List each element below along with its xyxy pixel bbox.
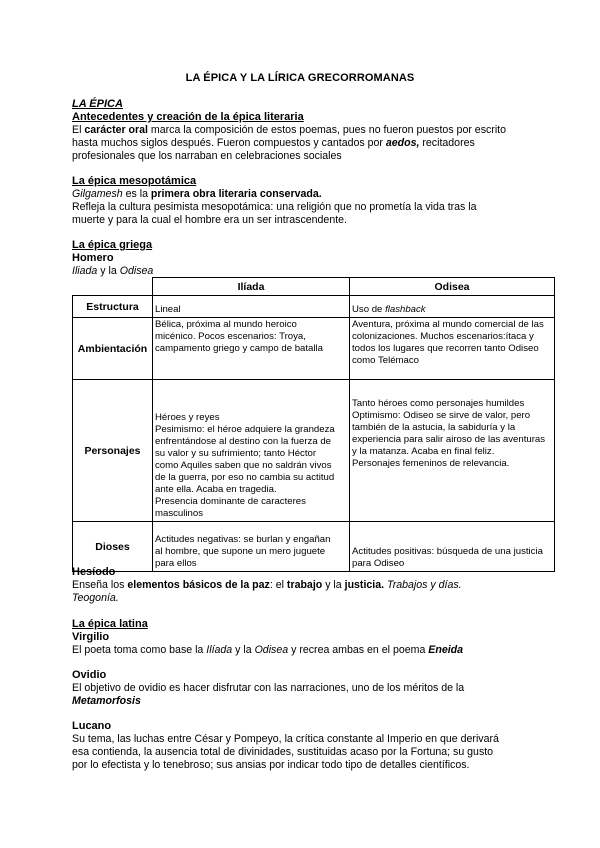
table-row-estructura xyxy=(73,296,555,318)
griega-section xyxy=(72,239,542,278)
epica-heading: LA ÉPICA xyxy=(72,98,123,110)
hesiodo-paragraph: Enseña los elementos básicos de la paz: el trabajo y la justicia. Trabajos y días. Teogonía. xyxy=(72,579,462,604)
lucano-section xyxy=(72,720,542,772)
mesopotamica-paragraph: Gilgamesh es la primera obra literaria conservada. Refleja la cultura pesimista mesopotámica: una religión que no prometía la vida tras la muerte y para la cual el hombre era un ser intrascendente. xyxy=(72,188,477,226)
cell-estructura-iliada: Lineal xyxy=(153,296,350,318)
row-label-personajes: Personajes xyxy=(73,380,153,522)
cell-ambientacion-iliada: Bélica, próxima al mundo heroico micénico. Pocos escenarios: Troya, campamento griego y campo de batalla xyxy=(153,318,350,380)
col-header-odisea: Odisea xyxy=(350,278,555,296)
cell-dioses-iliada: Actitudes negativas: se burlan y engañan al hombre, que supone un mero juguete para ellos xyxy=(153,522,350,572)
virgilio-heading: Virgilio xyxy=(72,631,110,643)
hesiodo-section xyxy=(72,566,542,605)
cell-ambientacion-odisea: Aventura, próxima al mundo comercial de las colonizaciones. Muchos escenarios:ítaca y todos los lugares que recorren tanto Odiseo como Telémaco xyxy=(350,318,555,380)
row-label-ambientacion: Ambientación xyxy=(73,318,153,380)
lucano-heading: Lucano xyxy=(72,720,112,732)
table-header-row xyxy=(73,278,555,296)
latina-section xyxy=(72,618,542,657)
cell-estructura-odisea: Uso de flashback xyxy=(350,296,555,318)
ovidio-section xyxy=(72,669,542,708)
lucano-paragraph: Su tema, las luchas entre César y Pompeyo, la crítica constante al Imperio en que derivará esa contienda, la ausencia total de divinidades, sustituidas acaso por la Fortuna; su gusto por lo efectista y lo tenebroso; sus ansias por indicar todo tipo de detalles científicos. xyxy=(72,733,499,771)
col-header-iliada: Ilíada xyxy=(153,278,350,296)
row-label-dioses: Dioses xyxy=(73,522,153,572)
table-row-ambientacion xyxy=(73,318,555,380)
latina-heading: La épica latina xyxy=(72,618,148,630)
ovidio-heading: Ovidio xyxy=(72,669,107,681)
empty-corner-cell xyxy=(73,278,153,296)
cell-personajes-odisea: Tanto héroes como personajes humildes Optimismo: Odiseo se sirve de valor, pero también de la astucia, la sabiduría y la experiencia para salir airoso de las aventuras y la matanza. Acaba en final feliz. Personajes femeninos de relevancia. xyxy=(350,380,555,522)
document-title: LA ÉPICA Y LA LÍRICA GRECORROMANAS xyxy=(185,72,415,84)
row-label-estructura: Estructura xyxy=(73,296,153,318)
comparison-table xyxy=(72,277,555,572)
griega-heading: La épica griega xyxy=(72,239,153,251)
cell-personajes-iliada: Héroes y reyes Pesimismo: el héroe adquiere la grandeza enfrentándose al destino con la fuerza de su valor y su sufrimiento; tanto Héctor como Aquiles saben que no saldrán vivos de la guerra, por eso no cambia su actitud ante ella. Acaba en tragedia. Presencia dominante de caracteres masculinos xyxy=(153,380,350,522)
mesopotamica-section xyxy=(72,175,542,227)
hesiodo-heading: Hesíodo xyxy=(72,566,116,578)
mesopotamica-heading: La épica mesopotámica xyxy=(72,175,197,187)
epica-paragraph: El carácter oral marca la composición de estos poemas, pues no fueron puestos por escrito hasta muchos siglos después. Fueron compuestos y cantados por aedos, recitadores profesionales que los narraban en celebraciones sociales xyxy=(72,124,507,162)
homero-heading: Homero xyxy=(72,252,114,264)
homero-works: Iliada y la Odisea xyxy=(72,265,154,277)
table-row-dioses xyxy=(73,522,555,572)
epica-section xyxy=(72,98,542,163)
virgilio-paragraph: El poeta toma como base la Ilíada y la Odisea y recrea ambas en el poema Eneida xyxy=(72,644,464,656)
antecedentes-heading: Antecedentes y creación de la épica literaria xyxy=(72,111,304,123)
table-row-personajes xyxy=(73,380,555,522)
cell-dioses-odisea: Actitudes positivas: búsqueda de una justicia para Odiseo xyxy=(350,522,555,572)
ovidio-paragraph: El objetivo de ovidio es hacer disfrutar con las narraciones, uno de los méritos de la Metamorfosis xyxy=(72,682,465,707)
